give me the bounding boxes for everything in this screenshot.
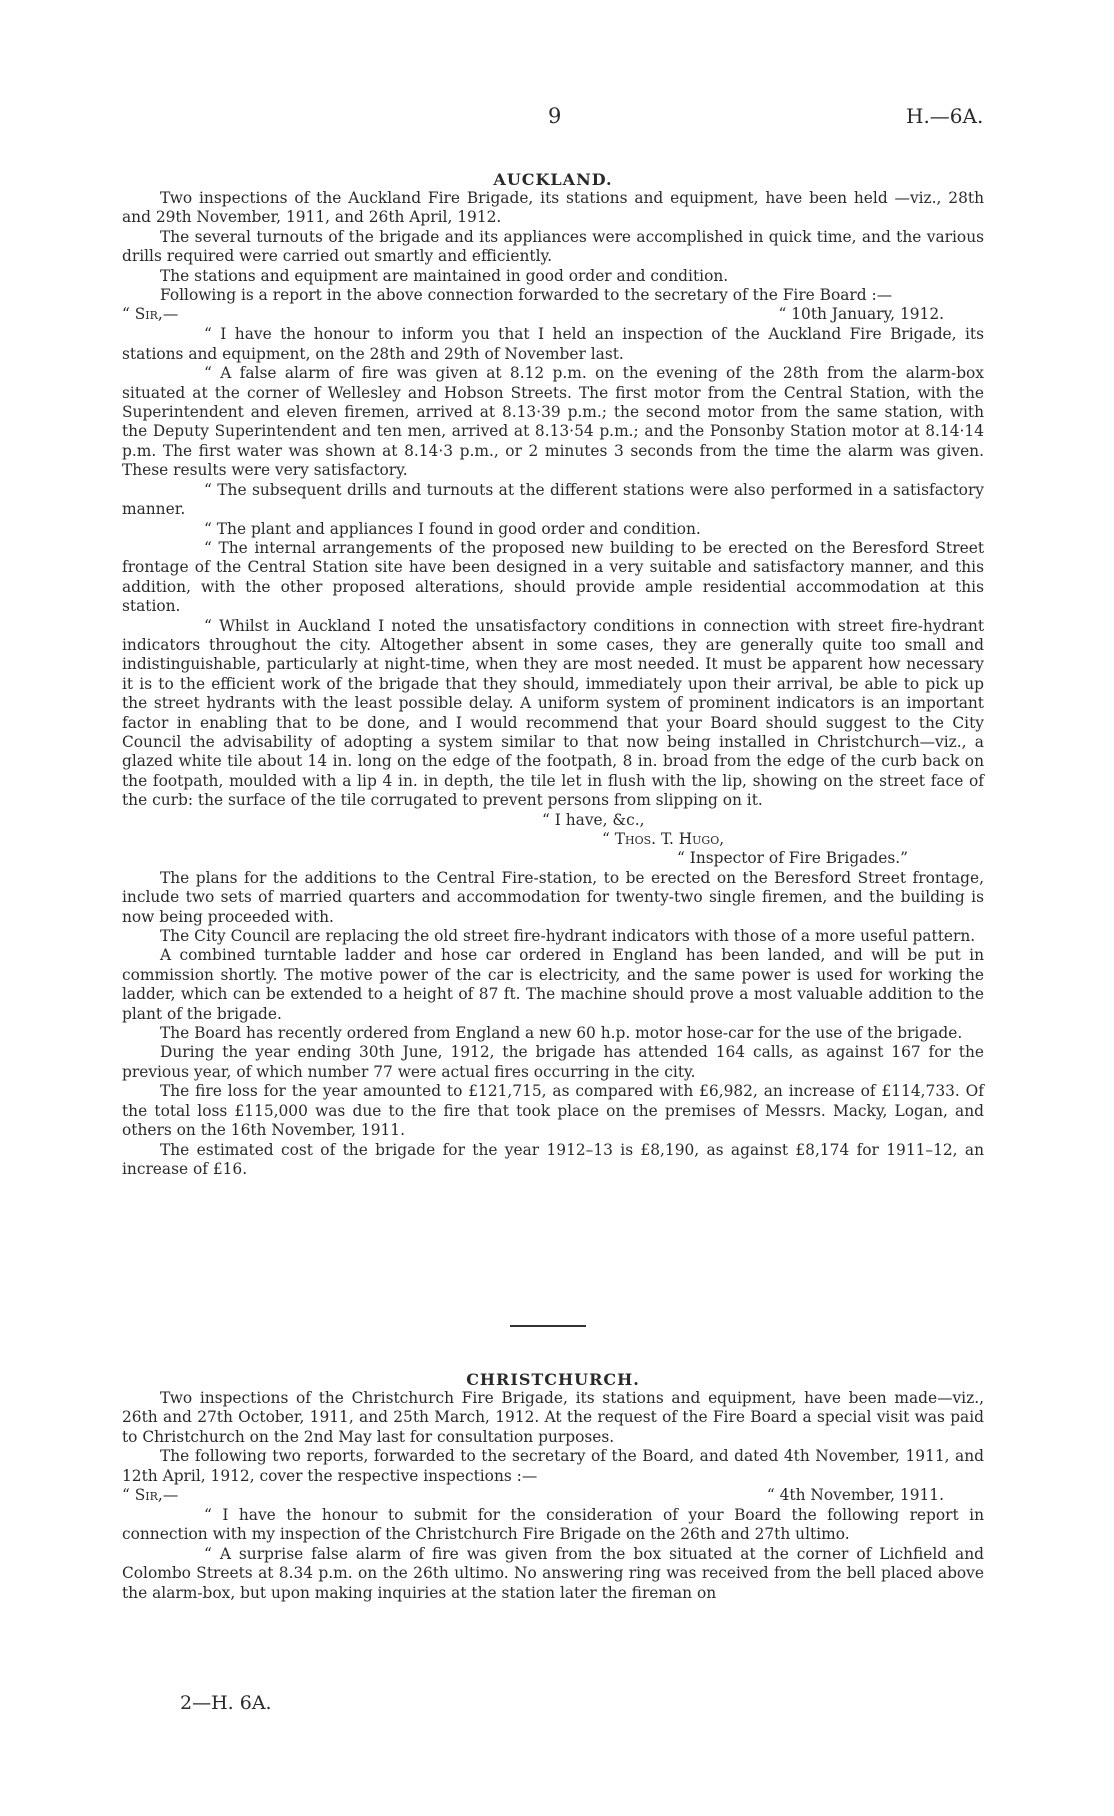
signature-mark: 2—H. 6A.	[180, 1692, 272, 1714]
letter-heading	[122, 305, 984, 325]
salutation: “ Sir,—	[122, 1486, 179, 1505]
letter-date: “ 4th November, 1911.	[766, 1486, 944, 1505]
letter-paragraph: “ The plant and appliances I found in good order and condition.	[204, 519, 701, 538]
letter-paragraph: “ I have the honour to submit for the consideration of your Board the following report in connection with my inspection of the Christchurch Fire Brigade on the 26th and 27th ultimo.	[122, 1506, 984, 1544]
paragraph: The City Council are replacing the old street fire-hydrant indicators with those of a more useful pattern.	[160, 927, 976, 946]
document-code: H.—6A.	[906, 104, 984, 128]
letter-paragraph: “ I have the honour to inform you that I held an inspection of the Auckland Fire Brigade, its stations and equipment, on the 28th and 29th of November last.	[122, 325, 984, 363]
paragraph: The several turnouts of the brigade and its appliances were accomplished in quick time, and the various drills required were carried out smartly and efficiently.	[122, 227, 984, 266]
paragraph: Following is a report in the above connection forwarded to the secretary of the Fire Board :—	[160, 286, 893, 305]
paragraph: The stations and equipment are maintained in good order and condition.	[160, 266, 729, 285]
paragraph: The following two reports, forwarded to the secretary of the Board, and dated 4th November, 1911, and 12th April, 1912, cover the respective inspections :—	[122, 1447, 984, 1485]
letter-paragraph: “ A surprise false alarm of fire was given from the box situated at the corner of Lichfield and Colombo Streets at 8.34 p.m. on the 26th ultimo. No answering ring was received from the bell placed above the alarm-box, but upon making inquiries at the station later the fireman on	[122, 1544, 984, 1602]
letter-paragraph: “ The subsequent drills and turnouts at the different stations were also performed in a satisfactory manner.	[122, 480, 984, 519]
paragraph: Two inspections of the Christchurch Fire Brigade, its stations and equipment, have been made—viz., 26th and 27th October, 1911, and 25th March, 1912. At the request of the Fire Board a special visit was paid to Christchurch on the 2nd May last for consultation purposes.	[122, 1389, 984, 1446]
letter-heading	[122, 1486, 984, 1506]
paragraph: The estimated cost of the brigade for the year 1912–13 is £8,190, as against £8,174 for 1911–12, an increase of £16.	[122, 1140, 984, 1178]
letter-date: “ 10th January, 1912.	[778, 305, 944, 324]
page-number: 9	[548, 104, 562, 128]
signatory-title: “ Inspector of Fire Brigades.”	[677, 849, 908, 868]
paragraph: During the year ending 30th June, 1912, the brigade has attended 164 calls, as against 167 for the previous year, of which number 77 were actual fires occurring in the city.	[122, 1043, 984, 1081]
section-title-christchurch: CHRISTCHURCH.	[466, 1370, 640, 1389]
section-title-auckland: AUCKLAND.	[493, 170, 613, 189]
salutation: “ Sir,—	[122, 305, 179, 324]
paragraph: A combined turntable ladder and hose car ordered in England has been landed, and will be put in commission shortly. The motive power of the car is electricity, and the same power is used for working the ladder, which can be extended to a height of 87 ft. The machine should prove a most valuable addition to the plant of the brigade.	[122, 946, 984, 1023]
auckland-section	[122, 170, 984, 1179]
letter-signatory: “ Thos. T. Hugo,	[602, 830, 725, 848]
letter-paragraph: “ A false alarm of fire was given at 8.12 p.m. on the evening of the 28th from the alarm-box situated at the corner of Wellesley and Hobson Streets. The first motor from the Central Station, with the Superintendent and eleven firemen, arrived at 8.13·39 p.m.; the second motor from the same station, with the Deputy Superintendent and ten men, arrived at 8.13·54 p.m.; and the Ponsonby Station motor at 8.14·14 p.m. The first water was shown at 8.14·3 p.m., or 2 minutes 3 seconds from the time the alarm was given. These results were very satisfactory.	[122, 364, 984, 480]
paragraph: Two inspections of the Auckland Fire Brigade, its stations and equipment, have been held —viz., 28th and 29th November, 1911, and 26th April, 1912.	[122, 189, 984, 227]
letter-closing: “ I have, &c.,	[542, 810, 645, 829]
paragraph: The fire loss for the year amounted to £121,715, as compared with £6,982, an increase of £114,733. Of the total loss £115,000 was due to the fire that took place on the premises of Messrs. Macky, Logan, and others on the 16th November, 1911.	[122, 1082, 984, 1140]
paragraph: The plans for the additions to the Central Fire-station, to be erected on the Beresford Street frontage, include two sets of married quarters and accommodation for twenty-two single firemen, and the building is now being proceeded with.	[122, 868, 984, 926]
letter-paragraph: “ The internal arrangements of the proposed new building to be erected on the Beresford Street frontage of the Central Station site have been designed in a very suitable and satisfactory manner, and this addition, with the other proposed alterations, should provide ample residential accommodation at this station.	[122, 538, 984, 616]
letter-paragraph: “ Whilst in Auckland I noted the unsatisfactory conditions in connection with street fire-hydrant indicators throughout the city. Altogether absent in some cases, they are generally quite too small and indistinguishable, particularly at night-time, when they are most needed. It must be apparent how necessary it is to the efficient work of the brigade that they should, immediately upon their arrival, be able to pick up the street hydrants with the least possible delay. A uniform system of prominent indicators is an important factor in enabling that to be done, and I would recommend that your Board should suggest to the City Council the advisability of adopting a system similar to that now being installed in Christchurch—viz., a glazed white tile about 14 in. long on the edge of the footpath, 8 in. broad from the edge of the curb back on the footpath, moulded with a lip 4 in. in depth, the tile let in flush with the lip, showing on the street face of the curb: the surface of the tile corrugated to prevent persons from slipping on it.	[122, 616, 984, 810]
christchurch-section	[122, 1370, 984, 1603]
section-divider	[510, 1325, 586, 1327]
paragraph: The Board has recently ordered from England a new 60 h.p. motor hose-car for the use of the brigade.	[160, 1024, 963, 1043]
